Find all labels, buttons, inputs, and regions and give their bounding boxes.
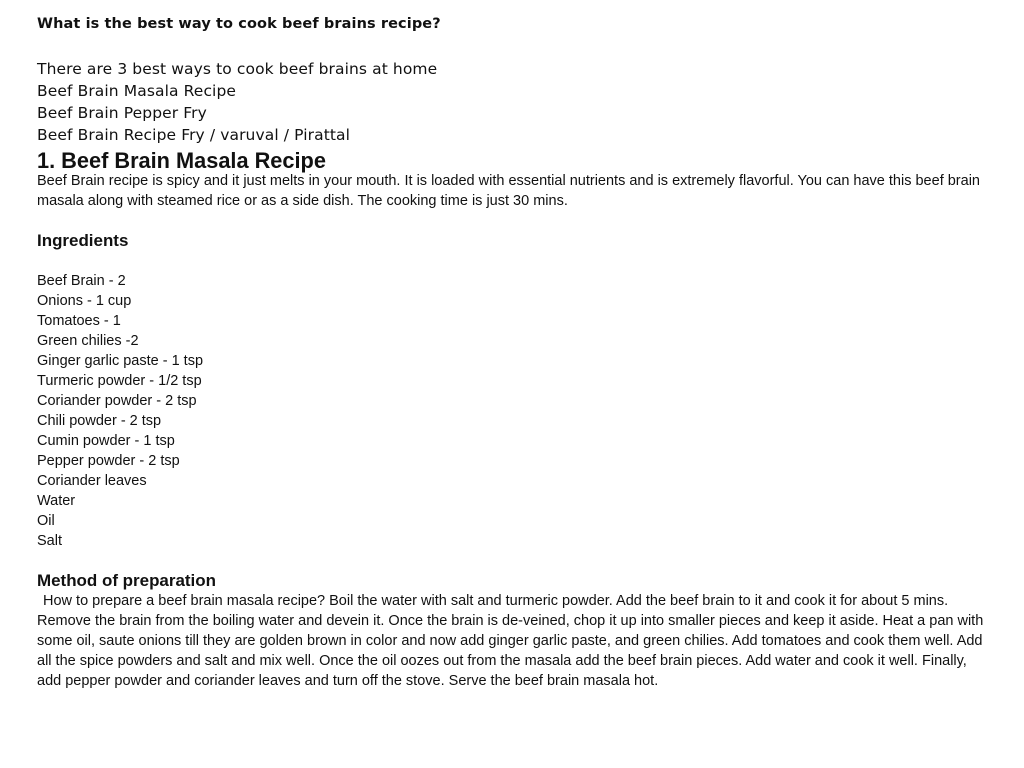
intro-text: There are 3 best ways to cook beef brains at home	[37, 60, 438, 78]
ingredient-item: Tomatoes - 1	[37, 313, 121, 329]
intro-block	[37, 58, 987, 146]
ingredients-heading: Ingredients	[37, 231, 129, 250]
intro-option: Beef Brain Masala Recipe	[37, 82, 237, 100]
ingredient-item: Pepper powder - 2 tsp	[37, 453, 180, 469]
intro-option: Beef Brain Pepper Fry	[37, 104, 207, 122]
ingredient-item: Onions - 1 cup	[37, 293, 132, 309]
ingredient-item: Coriander leaves	[37, 473, 147, 489]
method-heading: Method of preparation	[37, 571, 216, 590]
recipe-heading: 1. Beef Brain Masala Recipe	[37, 148, 326, 173]
ingredient-item: Water	[37, 493, 76, 509]
question-title: What is the best way to cook beef brains recipe?	[37, 16, 441, 32]
ingredient-item: Ginger garlic paste - 1 tsp	[37, 353, 204, 369]
method-text: How to prepare a beef brain masala recipe? Boil the water with salt and turmeric powder. Add the beef brain to it and cook it for about 5 mins. Remove the brain from the boiling water and devein it. Once the brain is de-veined, chop it up into smaller pieces and keep it aside. Heat a pan with some oil, saute onions till they are golden brown in color and now add ginger garlic paste, and green chilies. Add tomatoes and cook them well. Add all the spice powders and salt and mix well. Once the oil oozes out from the masala add the beef brain pieces. Add water and cook it well. Finally, add pepper powder and coriander leaves and turn off the stove. Serve the beef brain masala hot.	[37, 593, 984, 689]
intro-option: Beef Brain Recipe Fry / varuval / Pirattal	[37, 126, 351, 144]
ingredient-item: Green chilies -2	[37, 333, 139, 349]
ingredients-list	[37, 271, 987, 551]
ingredient-item: Salt	[37, 533, 62, 549]
recipe-page	[37, 14, 987, 691]
ingredient-item: Oil	[37, 513, 55, 529]
ingredient-item: Coriander powder - 2 tsp	[37, 393, 197, 409]
ingredient-item: Turmeric powder - 1/2 tsp	[37, 373, 202, 389]
recipe-description: Beef Brain recipe is spicy and it just melts in your mouth. It is loaded with essential nutrients and is extremely flavorful. You can have this beef brain masala along with steamed rice or as a side dish. The cooking time is just 30 mins.	[37, 173, 980, 209]
recipe-section	[37, 148, 987, 691]
ingredient-item: Beef Brain - 2	[37, 273, 126, 289]
ingredient-item: Chili powder - 2 tsp	[37, 413, 162, 429]
ingredient-item: Cumin powder - 1 tsp	[37, 433, 175, 449]
